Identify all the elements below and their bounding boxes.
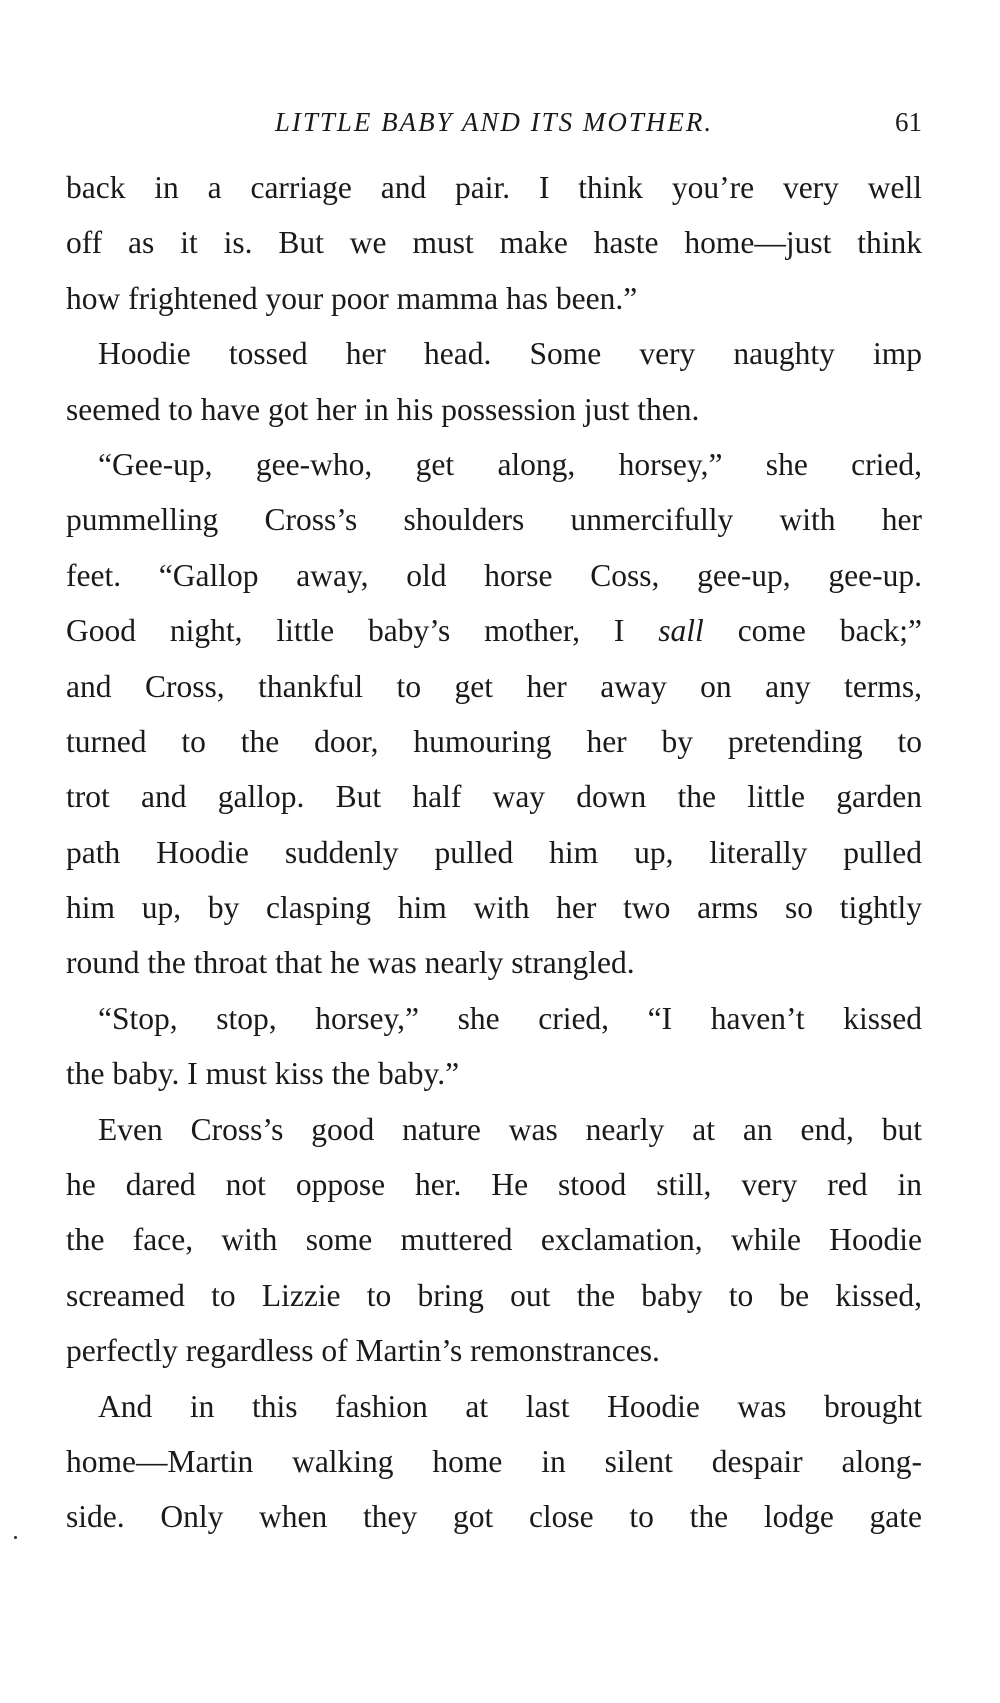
text-segment: Good night, little baby’s mother, I: [66, 613, 659, 649]
text-line: him up, by clasping him with her two arms so tightly: [66, 890, 922, 926]
scan-speck: [14, 1536, 17, 1539]
text-line: off as it is. But we must make haste home—just think: [66, 225, 922, 261]
text-line: “Stop, stop, horsey,” she cried, “I haven’t kissed: [98, 1000, 922, 1036]
text-line: round the throat that he was nearly strangled.: [66, 945, 635, 981]
text-line: And in this fashion at last Hoodie was brought: [98, 1388, 922, 1424]
running-head: [66, 102, 922, 142]
text-line: the face, with some muttered exclamation, while Hoodie: [66, 1222, 922, 1258]
text-line: pummelling Cross’s shoulders unmercifully with her: [66, 502, 922, 538]
text-line: side. Only when they got close to the lodge gate: [66, 1499, 922, 1535]
text-line: Hoodie tossed her head. Some very naughty imp: [98, 336, 922, 372]
text-line: seemed to have got her in his possession just then.: [66, 391, 700, 427]
italic-word: sall: [658, 613, 704, 649]
body-text: [66, 160, 922, 1545]
text-line: the baby. I must kiss the baby.”: [66, 1056, 460, 1092]
running-title: LITTLE BABY AND ITS MOTHER.: [274, 107, 714, 137]
text-line: turned to the door, humouring her by pretending to: [66, 723, 922, 759]
text-line: back in a carriage and pair. I think you’re very well: [66, 170, 922, 205]
text-line: he dared not oppose her. He stood still, very red in: [66, 1167, 922, 1203]
page-number: 61: [895, 107, 922, 137]
text-line: screamed to Lizzie to bring out the baby to be kissed,: [66, 1277, 922, 1313]
text-line: feet. “Gallop away, old horse Coss, gee-up, gee-up.: [66, 557, 922, 593]
text-line: home—Martin walking home in silent despair along-: [66, 1443, 922, 1479]
text-line: Even Cross’s good nature was nearly at an end, but: [98, 1111, 922, 1147]
text-line: how frightened your poor mamma has been.”: [66, 280, 638, 316]
text-line: “Gee-up, gee-who, get along, horsey,” she cried,: [98, 446, 922, 482]
text-line: and Cross, thankful to get her away on any terms,: [66, 668, 922, 704]
text-line: perfectly regardless of Martin’s remonstrances.: [66, 1333, 660, 1369]
text-line: trot and gallop. But half way down the little garden: [66, 779, 922, 815]
text-line: [66, 603, 922, 658]
text-segment: come back;”: [703, 613, 922, 649]
text-line: path Hoodie suddenly pulled him up, literally pulled: [66, 834, 922, 870]
